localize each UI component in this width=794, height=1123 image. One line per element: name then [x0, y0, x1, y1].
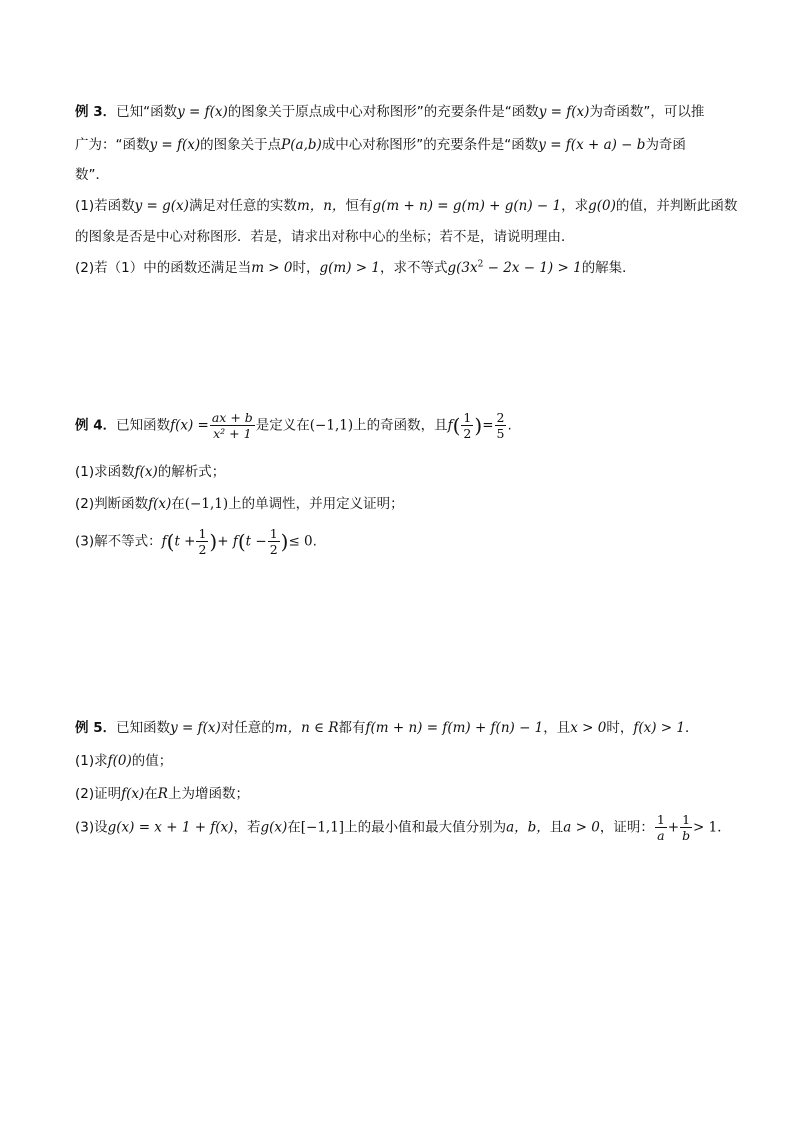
- ex3-text: (1)若函数: [75, 198, 135, 214]
- ex4-label: 例 4．: [75, 417, 117, 434]
- ex5-text: 上为增函数；: [167, 786, 249, 802]
- ex5-text: ．: [717, 819, 731, 836]
- ex5-math: f(x): [121, 786, 145, 802]
- ex3-math: y = f(x + a) − b: [538, 137, 646, 153]
- ex5-math: f(m + n) = f(m) + f(n) − 1: [365, 720, 544, 736]
- ex5-line-1: [75, 716, 699, 736]
- ex3-text: 的图象是否是中心对称图形．若是，请求出对称中心的坐标；若不是，请说明理由．: [75, 229, 575, 245]
- ex5-math: a > 0: [563, 819, 600, 836]
- ex4-paren: ): [209, 529, 218, 554]
- ex4-denominator: 2: [463, 426, 472, 441]
- ex4-text: (3)解不等式：: [75, 533, 162, 550]
- ex5-text: 上的最小值和最大值分别为: [344, 819, 507, 836]
- ex5-text: 且: [549, 819, 564, 836]
- ex5-numerator: 1: [656, 812, 665, 827]
- ex5-fraction: [680, 812, 692, 843]
- ex4-question-3: [75, 526, 317, 557]
- ex5-text: ，若: [233, 819, 261, 836]
- ex3-math: y = f(x): [177, 104, 228, 120]
- ex4-denominator: 2: [269, 542, 278, 557]
- ex5-text: 的值；: [131, 753, 173, 769]
- ex4-paren: ): [280, 529, 289, 554]
- ex3-text: 的图象关于原点成中心对称图形”的充要条件是“函数: [227, 104, 539, 120]
- ex4-math: t −: [245, 533, 267, 550]
- ex4-fraction: [268, 526, 280, 557]
- ex5-question-1: [75, 749, 172, 769]
- ex3-text: 的值，并判断此函数: [615, 198, 738, 214]
- ex4-fraction: [461, 410, 473, 441]
- ex4-interval: (−1,1): [309, 417, 354, 434]
- ex3-line-1: [75, 100, 704, 120]
- ex4-text: 在: [171, 496, 185, 512]
- ex4-text: 的解析式；: [157, 464, 226, 480]
- ex5-question-3: [75, 812, 731, 843]
- ex4-math: + f: [217, 533, 238, 550]
- ex3-question-2: [75, 256, 636, 276]
- ex3-text: 为奇函: [645, 137, 686, 153]
- ex4-paren: ): [474, 413, 483, 438]
- ex5-math: > 1: [693, 819, 718, 836]
- ex3-text: 的解集．: [581, 260, 636, 276]
- ex4-math: ≤ 0: [288, 533, 313, 550]
- ex3-question-1: [75, 194, 737, 214]
- ex3-math: y = f(x): [538, 104, 590, 120]
- ex5-math: g(x): [260, 819, 288, 836]
- ex5-denominator: b: [682, 828, 691, 843]
- ex5-question-2: [75, 782, 249, 802]
- ex4-text: 是定义在: [255, 417, 310, 434]
- ex4-paren: (: [237, 529, 246, 554]
- ex4-question-2: [75, 492, 404, 512]
- ex5-math: f(0): [107, 753, 132, 769]
- ex4-text: .: [312, 533, 317, 550]
- ex5-interval: [−1,1]: [300, 819, 345, 836]
- ex3-text: 的图象关于点: [200, 137, 282, 153]
- ex5-text: (2)证明: [75, 786, 122, 802]
- ex4-math: =: [482, 417, 494, 434]
- ex3-math: g(m + n) = g(m) + g(n) − 1: [372, 198, 562, 214]
- ex3-text: ，求不等式: [379, 260, 448, 276]
- ex3-label: 例 3．: [75, 104, 117, 120]
- ex4-numerator: 1: [198, 526, 207, 541]
- ex4-denominator: 5: [496, 426, 505, 441]
- ex3-text: 已知“函数: [116, 104, 178, 120]
- ex3-text: 成中心对称图形”的充要条件是“函数: [321, 137, 539, 153]
- ex5-denominator: a: [657, 828, 665, 843]
- ex5-text: 已知函数: [116, 720, 171, 736]
- ex3-line-2: [75, 133, 686, 153]
- ex4-denominator: x² + 1: [213, 426, 252, 441]
- ex5-text: 在: [144, 786, 158, 802]
- ex3-math: g(m) > 1: [319, 260, 380, 276]
- ex5-text: 在: [287, 819, 301, 836]
- ex3-question-1-cont: [75, 225, 575, 245]
- ex4-math: f: [161, 533, 167, 550]
- ex5-fraction: [655, 812, 667, 843]
- ex5-text: 都有: [338, 720, 366, 736]
- ex3-text: 广为：“函数: [75, 137, 150, 153]
- ex4-math: f(x) =: [170, 417, 209, 434]
- ex5-text: 对任意的: [220, 720, 275, 736]
- ex3-math: − 2x − 1) > 1: [483, 260, 582, 276]
- ex5-math: R: [157, 786, 168, 802]
- ex3-superscript: 2: [477, 259, 484, 270]
- ex5-math: a，b，: [506, 819, 550, 836]
- ex3-text: ，求: [561, 198, 589, 214]
- ex4-math: f(x): [148, 496, 172, 512]
- ex5-text: ，证明：: [599, 819, 654, 836]
- ex5-math: m，n ∈ R: [274, 720, 339, 736]
- ex3-math: m，n，: [296, 198, 346, 214]
- ex4-fraction: [495, 410, 507, 441]
- ex5-math: f(x) > 1: [633, 720, 686, 736]
- ex4-math: t +: [174, 533, 196, 550]
- ex3-math: g(0): [588, 198, 616, 214]
- ex5-text: ．: [685, 720, 699, 736]
- ex4-text: 上的单调性，并用定义证明；: [228, 496, 404, 512]
- ex3-math: y = g(x): [134, 198, 189, 214]
- ex3-text: 恒有: [345, 198, 373, 214]
- ex3-math: m > 0: [251, 260, 293, 276]
- ex5-label: 例 5．: [75, 720, 117, 736]
- ex4-numerator: 1: [463, 410, 472, 425]
- ex4-question-1: [75, 460, 225, 480]
- ex3-text: 时，: [292, 260, 320, 276]
- ex4-text: .: [507, 417, 512, 434]
- ex4-interval: (−1,1): [184, 496, 229, 512]
- ex3-math: P(a,b): [281, 137, 322, 153]
- ex4-text: 已知函数: [116, 417, 171, 434]
- ex4-math: f: [447, 417, 453, 434]
- ex4-text: (2)判断函数: [75, 496, 149, 512]
- ex4-paren: (: [452, 413, 461, 438]
- ex5-text: (3)设: [75, 819, 108, 836]
- ex5-math: +: [667, 819, 680, 836]
- ex5-numerator: 1: [682, 812, 691, 827]
- ex5-math: y = f(x): [170, 720, 221, 736]
- ex3-text: 为奇函数”，可以推: [589, 104, 705, 120]
- ex4-denominator: 2: [198, 542, 207, 557]
- ex4-fraction: [210, 410, 255, 441]
- ex4-paren: (: [166, 529, 175, 554]
- ex5-text: ，且: [543, 720, 571, 736]
- ex3-math: g(3x: [447, 260, 478, 276]
- ex4-fraction: [196, 526, 208, 557]
- ex4-numerator: ax + b: [211, 410, 253, 425]
- ex3-math: y = f(x): [149, 137, 201, 153]
- ex5-text: 时，: [606, 720, 634, 736]
- ex5-math: g(x) = x + 1 + f(x): [107, 819, 234, 836]
- ex3-text: 数”．: [75, 167, 109, 183]
- ex5-math: x > 0: [570, 720, 607, 736]
- ex4-numerator: 1: [269, 526, 278, 541]
- ex4-line-1: [75, 410, 512, 441]
- ex3-text: (2)若（1）中的函数还满足当: [75, 260, 252, 276]
- ex4-text: 上的奇函数，且: [353, 417, 448, 434]
- ex4-math: f(x): [134, 464, 158, 480]
- ex3-line-3: [75, 163, 109, 183]
- ex4-numerator: 2: [496, 410, 505, 425]
- ex4-text: (1)求函数: [75, 464, 135, 480]
- ex3-text: 满足对任意的实数: [188, 198, 297, 214]
- ex5-text: (1)求: [75, 753, 108, 769]
